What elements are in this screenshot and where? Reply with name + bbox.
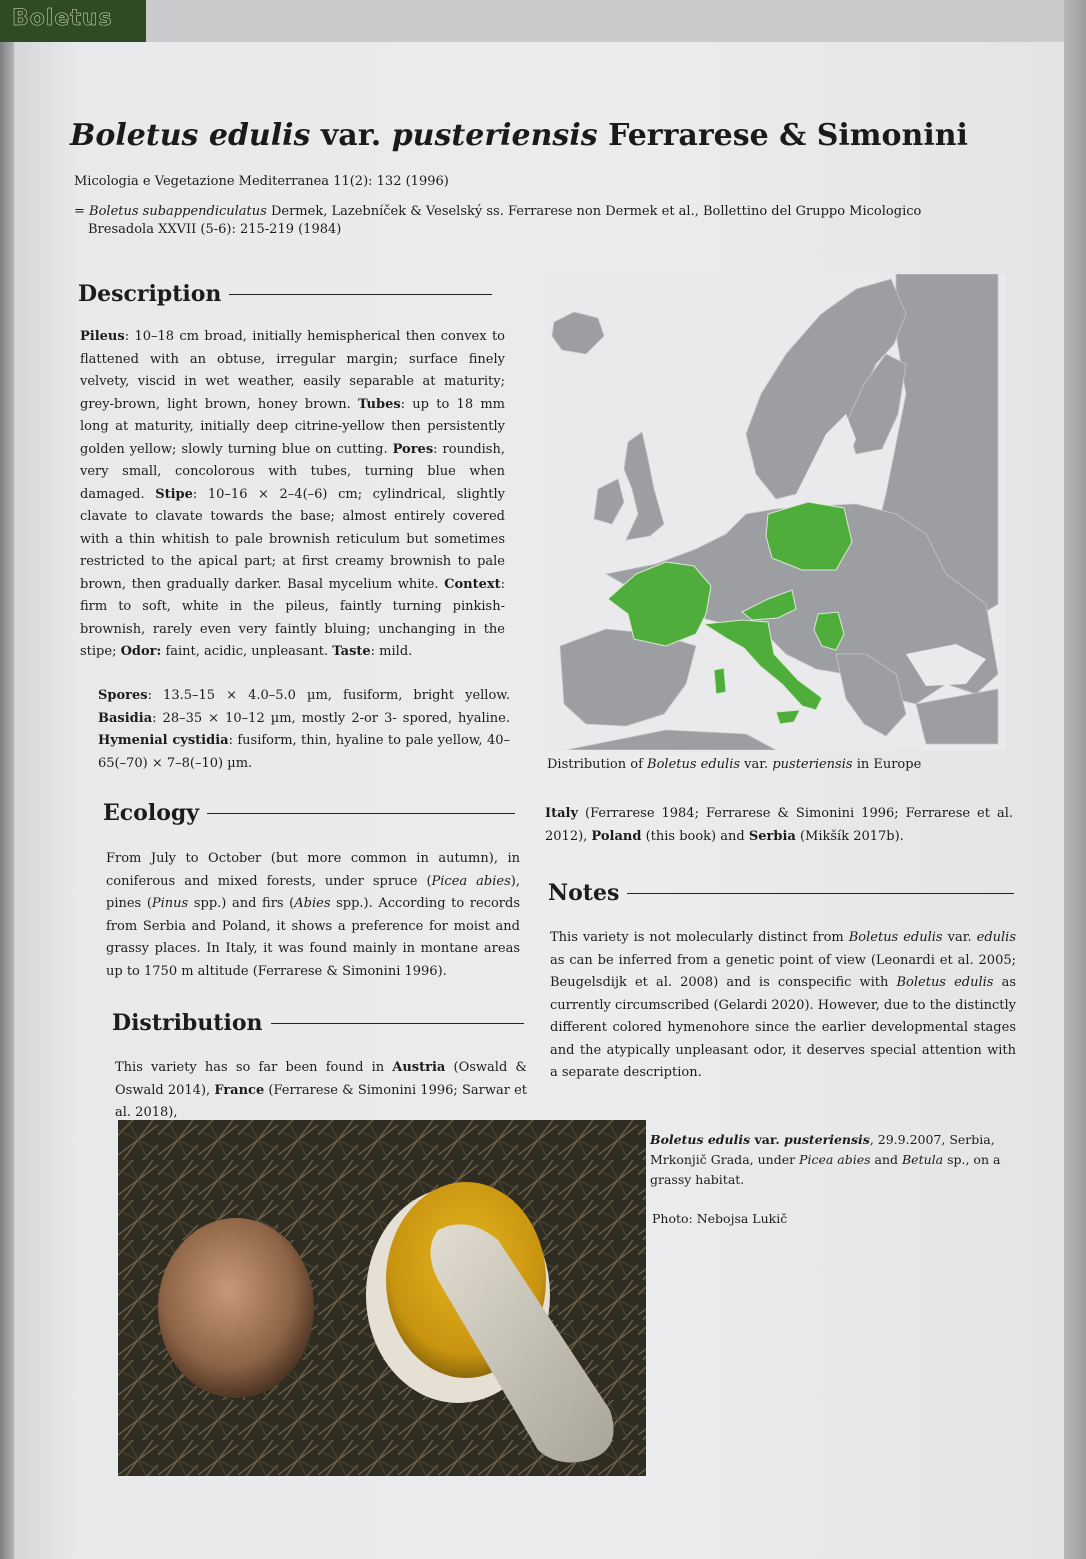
pileus-text: : 10–18 cm broad, initially hemispherical then convex to flattened with an obtuse, irregular margin; surface finely velvety, viscid in wet weather, easily separable at maturity; grey-brown, light brown, honey brown. [80, 329, 505, 412]
title-variety: pusteriensis [391, 118, 598, 153]
distribution-text-1: This variety has so far been found in [115, 1060, 393, 1075]
map-land-ireland [594, 479, 624, 524]
photo-caption-var: var. [750, 1132, 785, 1147]
photo-caption-text-3: sp., on a grassy habitat. [650, 1152, 1001, 1187]
title-authors: Ferrarese & Simonini [608, 118, 968, 153]
map-caption-variety: pusteriensis [772, 757, 853, 772]
synonym-prefix: = [74, 204, 85, 219]
notes-species-1: Boletus edulis [848, 930, 943, 945]
synonym-ref-1: Dermek, Lazebníček & Veselský ss. Ferrarese non Dermek et al., Bollettino del Gruppo Micologico [270, 204, 922, 219]
mushroom-photo [118, 1120, 646, 1476]
map-caption-suffix: in Europe [852, 757, 922, 772]
book-spine [0, 0, 14, 1559]
distribution-map [546, 274, 1006, 750]
heading-rule [271, 1023, 525, 1024]
ecology-heading [103, 800, 515, 826]
tubes-label: Tubes [358, 396, 401, 412]
distribution-serbia: Serbia [748, 828, 796, 844]
notes-text-3: as can be inferred from a genetic point of view (Leonardi et al. 2005; Beugelsdijk et al. 2008) and is conspecific with [550, 952, 1016, 990]
notes-heading [548, 880, 1014, 906]
description-heading-text: Description [78, 281, 222, 307]
map-sicily [776, 710, 800, 724]
synonym-ref-2: Bresadola XXVII (5-6): 215-219 (1984) [88, 222, 342, 237]
distribution-austria: Austria [392, 1060, 446, 1075]
map-caption [547, 757, 921, 772]
map-land-africa [566, 730, 776, 750]
running-header-label: Boletus [12, 6, 113, 31]
europe-map-svg [546, 274, 1006, 750]
microscopy-text [98, 685, 510, 775]
photo-caption-text-2: and [870, 1152, 902, 1167]
ecology-heading-text: Ecology [103, 800, 200, 826]
ecology-picea: Picea abies [431, 873, 511, 889]
ecology-abies: Abies [294, 896, 331, 911]
spores-label: Spores [98, 688, 148, 703]
photo-credit: Photo: Nebojsa Lukič [652, 1211, 788, 1226]
distribution-text-6: (Mikšík 2017b). [795, 828, 904, 844]
basidia-label: Basidia [98, 710, 153, 726]
taste-text: : mild. [370, 644, 413, 659]
notes-species-3: Boletus edulis [896, 975, 994, 990]
odor-text: faint, acidic, unpleasant. [161, 644, 333, 659]
synonym [74, 203, 1004, 239]
map-caption-species: Boletus edulis [647, 757, 741, 772]
synonym-name: Boletus subappendiculatus [89, 204, 267, 219]
photo-caption [650, 1130, 1020, 1190]
map-land-britain [624, 432, 664, 540]
taste-label: Taste [332, 644, 371, 659]
pores-label: Pores [392, 441, 434, 457]
basidia-text: : 28–35 × 10–12 µm, mostly 2-or 3- spored, hyaline. [152, 710, 510, 726]
page-title [70, 118, 970, 153]
photo-caption-variety: pusteriensis [784, 1132, 870, 1147]
distribution-text-5: (this book) and [641, 828, 749, 844]
map-sardinia [714, 668, 726, 694]
distribution-text-4: (Ferrarese 1984; Ferrarese & Simonini 1996; Ferrarese et al. 2012), [545, 806, 1013, 844]
distribution-poland: Poland [591, 828, 642, 844]
spores-text: : 13.5–15 × 4.0–5.0 µm, fusiform, bright yellow. [147, 688, 510, 703]
map-poland [766, 502, 852, 570]
mushroom-cap-brown [158, 1218, 314, 1398]
pileus-label: Pileus [80, 329, 125, 344]
citation: Micologia e Vegetazione Mediterranea 11(2): 132 (1996) [74, 174, 449, 189]
distribution-heading [112, 1010, 524, 1036]
mushroom-photo-svg [118, 1120, 646, 1476]
heading-rule [627, 893, 1014, 894]
photo-caption-text-1: , 29.9.2007, Serbia, Mrkonjič Grada, under [650, 1132, 995, 1167]
ecology-text-3: spp.) and firs ( [188, 896, 295, 911]
title-var-label: var. [320, 118, 382, 153]
notes-text-1: This variety is not molecularly distinct from [550, 930, 849, 945]
tubes-text: : up to 18 mm long at maturity, initially deep citrine-yellow then persistently golden yellow; slowly turning blue on cutting. [80, 396, 505, 457]
context-text: : firm to soft, white in the pileus, faintly turning pinkish-brownish, rarely even very faintly bluing; unchanging in the stipe; [80, 576, 505, 659]
map-caption-var: var. [740, 757, 773, 772]
distribution-france: France [214, 1082, 265, 1098]
odor-label: Odor: [120, 644, 162, 659]
notes-heading-text: Notes [548, 880, 620, 906]
distribution-italy: Italy [545, 806, 579, 821]
page-edge [1064, 0, 1086, 1559]
stipe-label: Stipe [155, 486, 193, 502]
map-land-iceland [552, 312, 604, 354]
ecology-text-2: ), pines ( [106, 873, 520, 911]
distribution-text-3: (Ferrarese & Simonini 1996; Sarwar et al. 2018), [115, 1082, 527, 1120]
title-species: Boletus edulis [70, 118, 311, 153]
map-land-turkey [916, 689, 998, 744]
description-text [80, 326, 505, 664]
ecology-text-1: From July to October (but more common in autumn), in coniferous and mixed forests, under spruce ( [106, 851, 520, 889]
photo-caption-species: Boletus edulis [650, 1132, 751, 1147]
ecology-pinus: Pinus [151, 896, 189, 911]
context-label: Context [444, 576, 501, 592]
heading-rule [207, 813, 515, 814]
distribution-text-left [115, 1057, 527, 1125]
notes-text [550, 927, 1016, 1085]
description-heading [78, 281, 492, 307]
running-header-tab [0, 0, 146, 42]
photo-caption-picea: Picea abies [799, 1152, 871, 1167]
ecology-text-4: spp.). According to records from Serbia and Poland, it shows a preference for moist and grassy places. In Italy, it was found mainly in montane areas up to 1750 m altitude (Ferrarese & Simonini 1996). [106, 896, 521, 979]
notes-text-4: as currently circumscribed (Gelardi 2020). However, due to the distinctly different colored hymenohore since the earlier developmental stages and the atypically unpleasant odor, it deserves special attention with a separate description. [550, 975, 1016, 1080]
ecology-text [106, 848, 520, 983]
map-caption-prefix: Distribution of [547, 757, 648, 772]
map-land-iberia [560, 629, 696, 726]
heading-rule [229, 294, 492, 295]
notes-species-2: edulis [976, 930, 1016, 945]
notes-text-2: var. [942, 930, 977, 945]
cystidia-text: : fusiform, thin, hyaline to pale yellow, 40–65(–70) × 7–8(–10) µm. [98, 733, 510, 771]
stipe-text: : 10–16 × 2–4(–6) cm; cylindrical, slightly clavate to clavate towards the base; almost entirely covered with a thin whitish to pale brownish reticulum but sometimes restricted to the apical part; at first creamy brownish to pale brown, then gradually darker. Basal mycelium white. [80, 486, 505, 592]
distribution-text-2: (Oswald & Oswald 2014), [115, 1060, 527, 1098]
distribution-text-right [545, 803, 1013, 848]
distribution-heading-text: Distribution [112, 1010, 263, 1036]
photo-caption-betula: Betula [902, 1152, 944, 1167]
pores-text: : roundish, very small, concolorous with tubes, turning blue when damaged. [80, 441, 505, 502]
cystidia-label: Hymenial cystidia [98, 733, 229, 748]
